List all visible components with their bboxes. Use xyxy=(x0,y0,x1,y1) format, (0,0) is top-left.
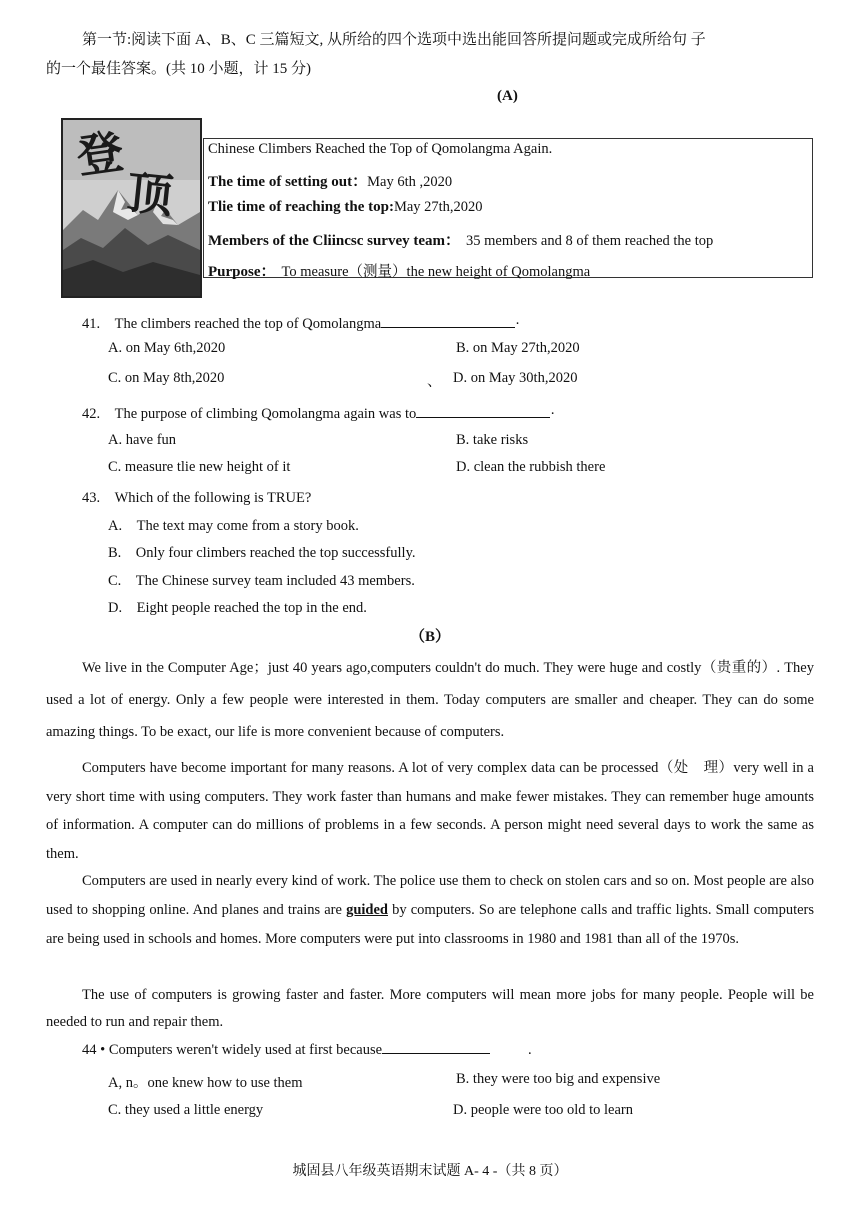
info-row-members xyxy=(208,229,713,250)
instructions-line-2: 的一个最佳答案。(共 10 小题，计 15 分) xyxy=(46,61,311,77)
question-41-end: · xyxy=(515,316,521,332)
info-label-members: Members of the Cliincsc survey team： xyxy=(208,233,461,249)
paragraph-4-text: The use of computers is growing faster and faster. More computers will mean more jobs for many people. People will be needed to run and repair them. xyxy=(46,987,814,1030)
question-41-stem: 41. The climbers reached the top of Qomolangma xyxy=(82,316,382,332)
option-41-b[interactable]: B. on May 27th,2020 xyxy=(456,340,580,356)
summit-poster-image xyxy=(61,118,202,298)
option-41-c[interactable]: C. on May 8th,2020 xyxy=(108,370,225,386)
info-value-setting-out: May 6th ,2020 xyxy=(367,174,453,190)
paragraph-3-text-b: by computers. So are telephone calls and traffic lights. Small computers are being used in schools and homes. More computers were put into classrooms in 1980 and 1981 than all of the 1970s. xyxy=(46,902,815,947)
paragraph-1-text: We live in the Computer Age；just 40 years ago,computers couldn't do much. They were huge and costly（贵重的）. They used a lot of energy. Only a few people were interested in them. Today computers are smaller and cheaper. They can do some amazing things. To be exact, our life is more convenient because of computers. xyxy=(46,660,814,740)
option-42-b[interactable]: B. take risks xyxy=(456,432,529,448)
passage-b-paragraph-4 xyxy=(46,982,814,1036)
option-43-c[interactable]: C. The Chinese survey team included 43 members. xyxy=(108,573,415,589)
question-44-end: . xyxy=(528,1042,532,1058)
passage-b-paragraph-1 xyxy=(46,652,814,748)
info-row-purpose xyxy=(208,260,590,281)
question-42 xyxy=(82,402,555,423)
option-42-c[interactable]: C. measure tlie new height of it xyxy=(108,459,291,475)
info-value-purpose: To measure（测量）the new height of Qomolangma xyxy=(281,264,591,280)
info-label-purpose: Purpose： xyxy=(208,264,276,280)
option-44-a[interactable]: A, n。one knew how to use them xyxy=(108,1075,303,1091)
option-42-a[interactable]: A. have fun xyxy=(108,432,177,448)
option-41-a[interactable]: A. on May 6th,2020 xyxy=(108,340,226,356)
poster-char-1: 登 xyxy=(73,124,127,184)
section-b-heading: （B） xyxy=(410,629,451,645)
passage-b-paragraph-2 xyxy=(46,754,814,868)
answer-blank xyxy=(381,315,515,328)
info-value-members: 35 members and 8 of them reached the top xyxy=(466,233,714,249)
info-row-reaching-top xyxy=(208,199,483,216)
question-41 xyxy=(82,312,520,333)
question-43-stem: 43. Which of the following is TRUE? xyxy=(82,490,312,506)
info-value-reaching-top: May 27th,2020 xyxy=(393,199,483,215)
poster-char-2: 顶 xyxy=(124,164,176,224)
info-label-reaching-top: Tlie time of reaching the top: xyxy=(208,199,394,215)
answer-blank xyxy=(382,1041,490,1054)
question-42-end: · xyxy=(550,406,556,422)
option-44-b[interactable]: B. they were too big and expensive xyxy=(456,1071,661,1087)
answer-blank xyxy=(416,405,550,418)
option-44-c[interactable]: C. they used a little energy xyxy=(108,1102,264,1118)
info-title: Chinese Climbers Reached the Top of Qomolangma Again. xyxy=(208,141,553,157)
paragraph-2-text: Computers have become important for many reasons. A lot of very complex data can be processed（处 理）very well in a very short time with using computers. They work faster than humans and make fewer mistakes. They can remember huge amounts of information. A computer can do millions of problems in a few seconds. A person might need several days to work the same as them. xyxy=(46,760,814,862)
option-44-d[interactable]: D. people were too old to learn xyxy=(453,1102,633,1118)
section-a-heading: (A) xyxy=(497,88,518,104)
question-42-stem: 42. The purpose of climbing Qomolangma again was to xyxy=(82,406,417,422)
question-44-stem: 44 • Computers weren't widely used at first because xyxy=(82,1042,383,1058)
instructions-line-1: 第一节:阅读下面 A、B、C 三篇短文, 从所给的四个选项中选出能回答所提问题或完成所给句 子 xyxy=(82,32,706,48)
climb-info-box xyxy=(203,138,813,278)
passage-b-paragraph-3 xyxy=(46,867,814,954)
page-footer: 城固县八年级英语期末试题 A- 4 -（共 8 页） xyxy=(292,1164,568,1179)
info-label-setting-out: The time of setting out： xyxy=(208,174,368,190)
question-44 xyxy=(82,1041,532,1059)
underlined-keyword: guided xyxy=(346,902,388,918)
paragraph-3-text-a: Computers are used in nearly every kind of work. The police use them to check on stolen cars and so on. Most people are also used to shopping online. And planes and trains are xyxy=(46,873,814,918)
option-43-d[interactable]: D. Eight people reached the top in the end. xyxy=(108,600,367,616)
info-row-setting-out xyxy=(208,170,452,191)
option-41-d[interactable]: D. on May 30th,2020 xyxy=(453,370,578,386)
option-43-a[interactable]: A. The text may come from a story book. xyxy=(108,518,359,534)
option-42-d[interactable]: D. clean the rubbish there xyxy=(456,459,606,475)
option-43-b[interactable]: B. Only four climbers reached the top successfully. xyxy=(108,545,416,561)
stray-mark: 、 xyxy=(427,374,442,390)
